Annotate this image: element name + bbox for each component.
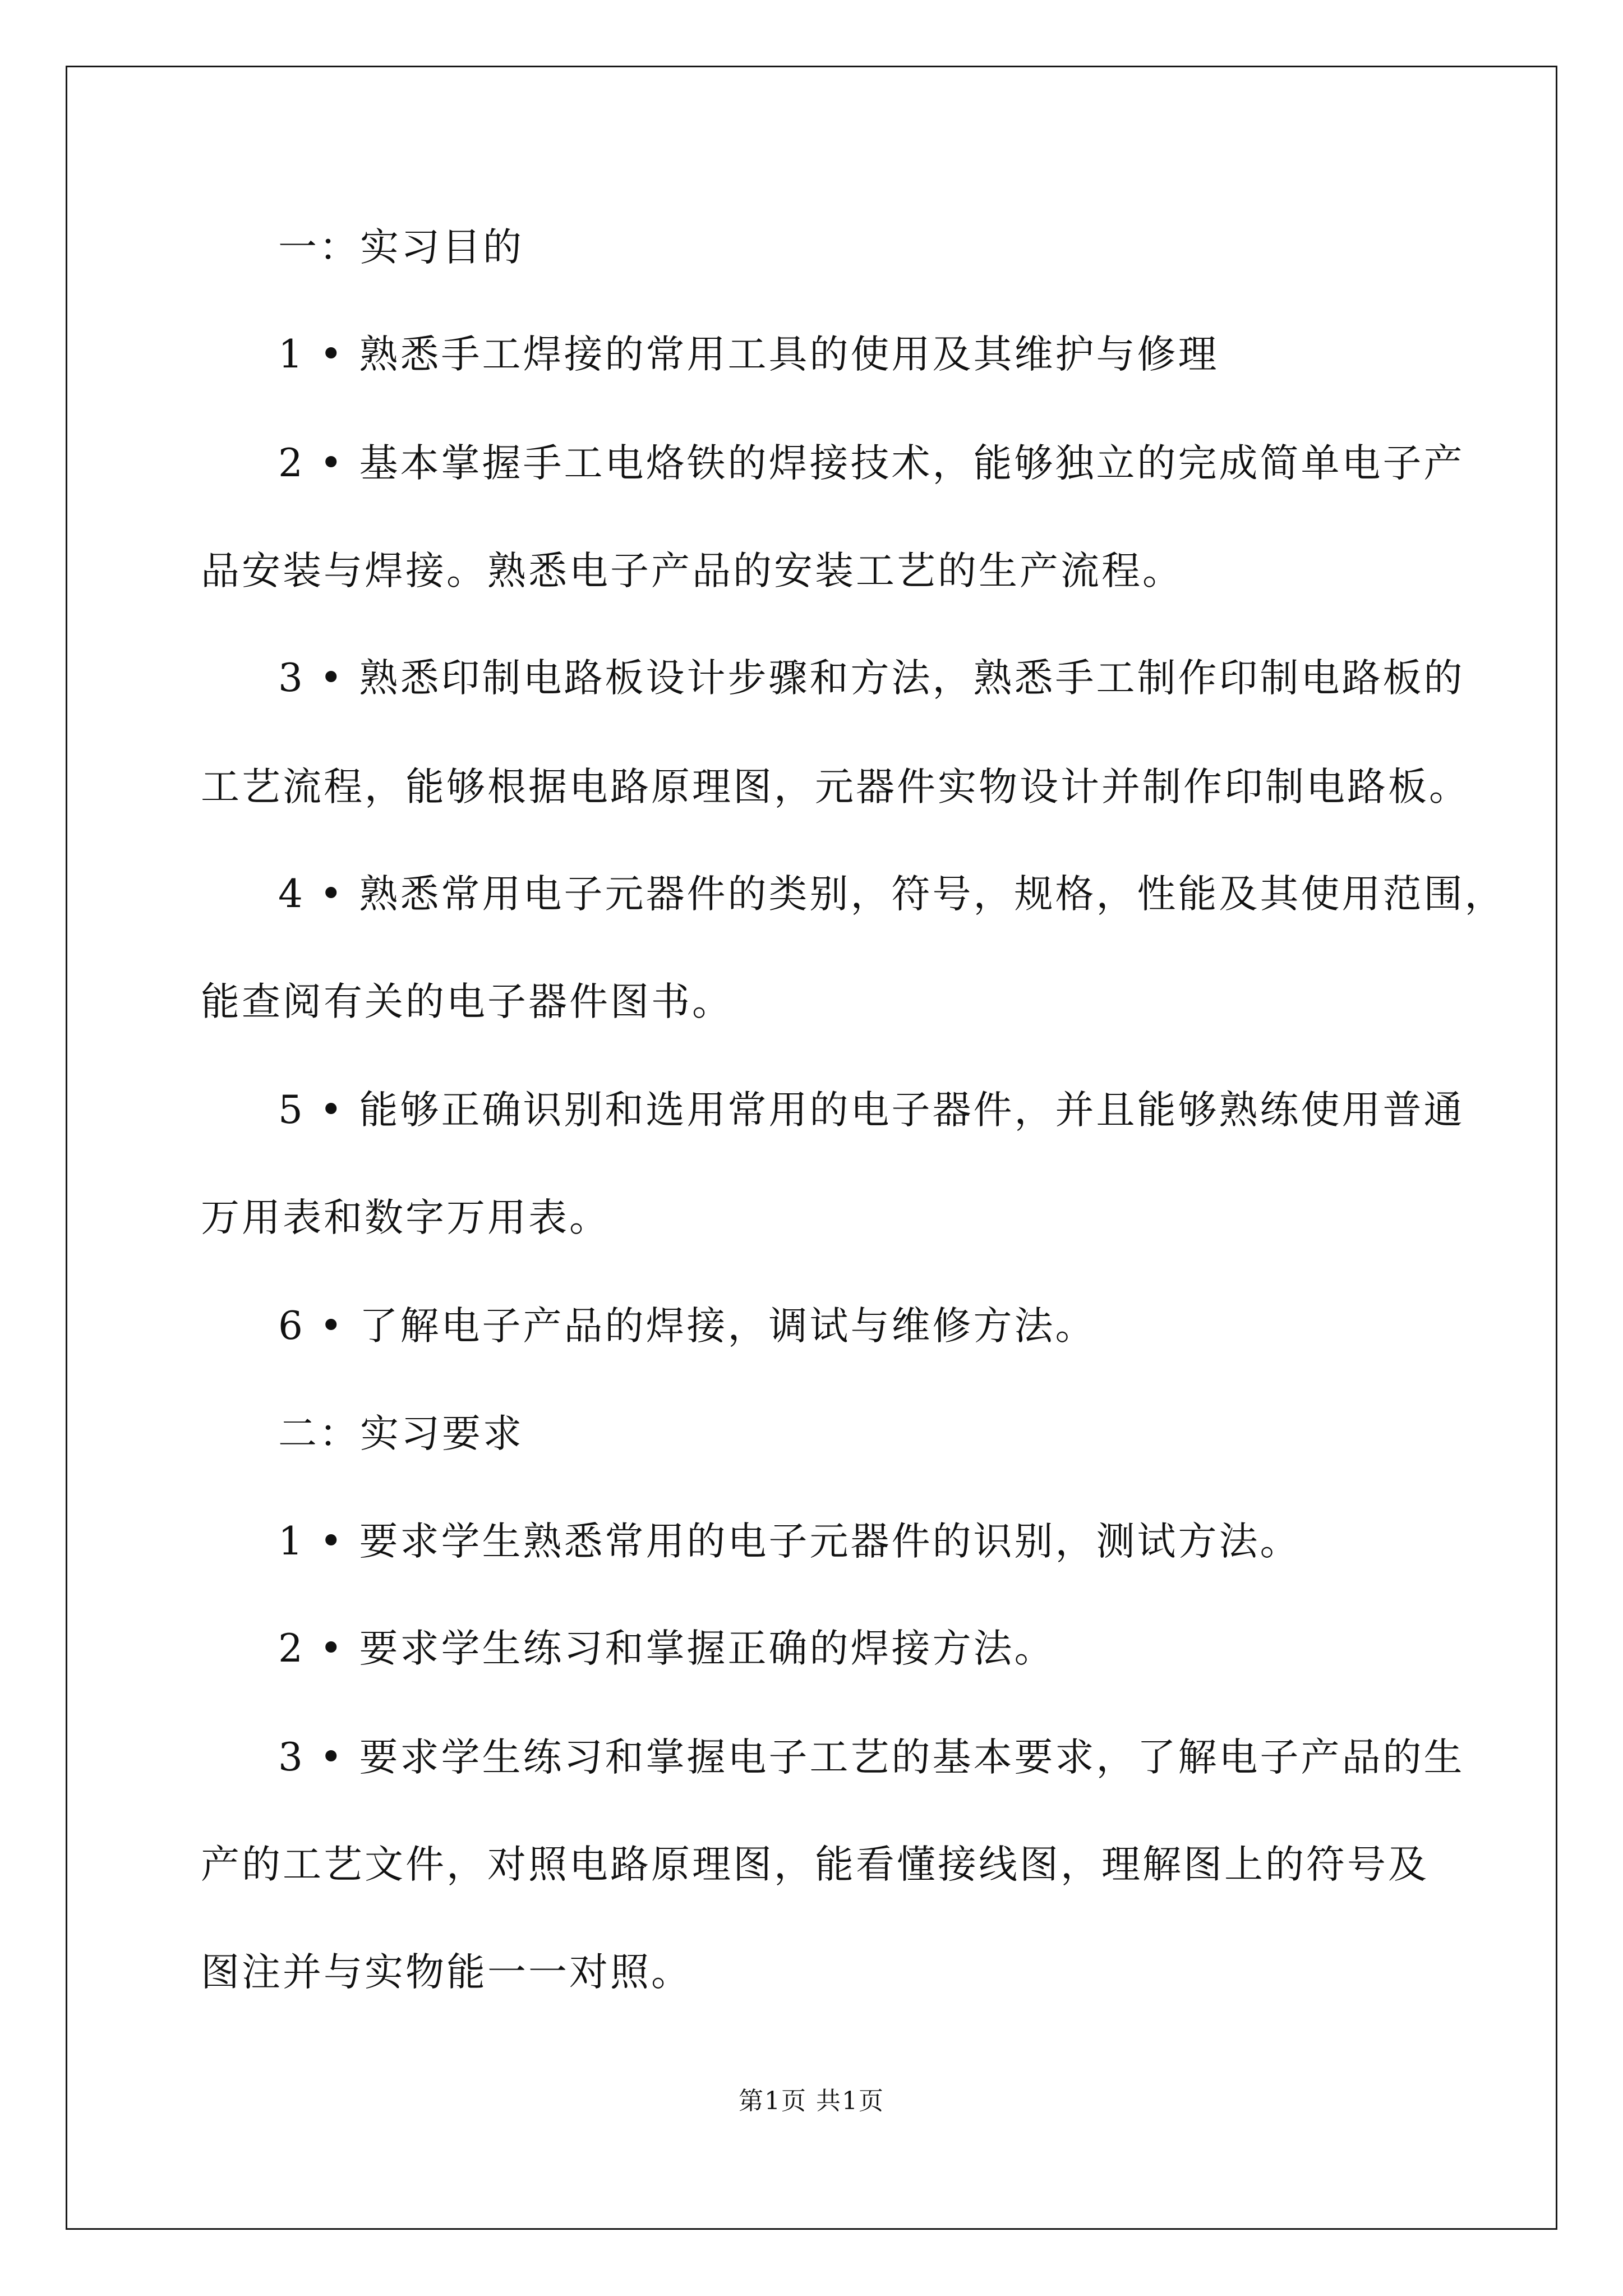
paragraph-line: 2 • 基本掌握手工电烙铁的焊接技术，能够独立的完成简单电子产 <box>278 441 1465 486</box>
paragraph-line: 工艺流程，能够根据电路原理图，元器件实物设计并制作印制电路板。 <box>201 765 1470 809</box>
paragraph-line: 5 • 能够正确识别和选用常用的电子器件，并且能够熟练使用普通 <box>278 1088 1465 1133</box>
paragraph-line: 图注并与实物能一一对照。 <box>201 1950 692 1995</box>
page-footer: 第1页 共1页 <box>739 2087 884 2115</box>
paragraph-line: 3 • 熟悉印制电路板设计步骤和方法，熟悉手工制作印制电路板的 <box>278 656 1465 701</box>
paragraph-line: 1 • 熟悉手工焊接的常用工具的使用及其维护与修理 <box>278 332 1219 377</box>
paragraph-line: 6 • 了解电子产品的焊接，调试与维修方法。 <box>278 1304 1096 1349</box>
paragraph-line: 能查阅有关的电子器件图书。 <box>201 979 733 1024</box>
paragraph-line: 4 • 熟悉常用电子元器件的类别，符号，规格，性能及其使用范围， <box>278 872 1506 917</box>
paragraph-line: 万用表和数字万用表。 <box>201 1195 610 1240</box>
section-heading-requirements: 二：实习要求 <box>278 1411 524 1456</box>
paragraph-line: 3 • 要求学生练习和掌握电子工艺的基本要求，了解电子产品的生 <box>278 1735 1465 1780</box>
paragraph-line: 1 • 要求学生熟悉常用的电子元器件的识别，测试方法。 <box>278 1519 1301 1564</box>
paragraph-line: 2 • 要求学生练习和掌握正确的焊接方法。 <box>278 1626 1055 1671</box>
page-border <box>66 66 1557 2230</box>
paragraph-line: 产的工艺文件，对照电路原理图，能看懂接线图，理解图上的符号及 <box>201 1842 1429 1887</box>
paragraph-line: 品安装与焊接。熟悉电子产品的安装工艺的生产流程。 <box>201 549 1183 593</box>
section-heading-purpose: 一：实习目的 <box>278 225 524 270</box>
